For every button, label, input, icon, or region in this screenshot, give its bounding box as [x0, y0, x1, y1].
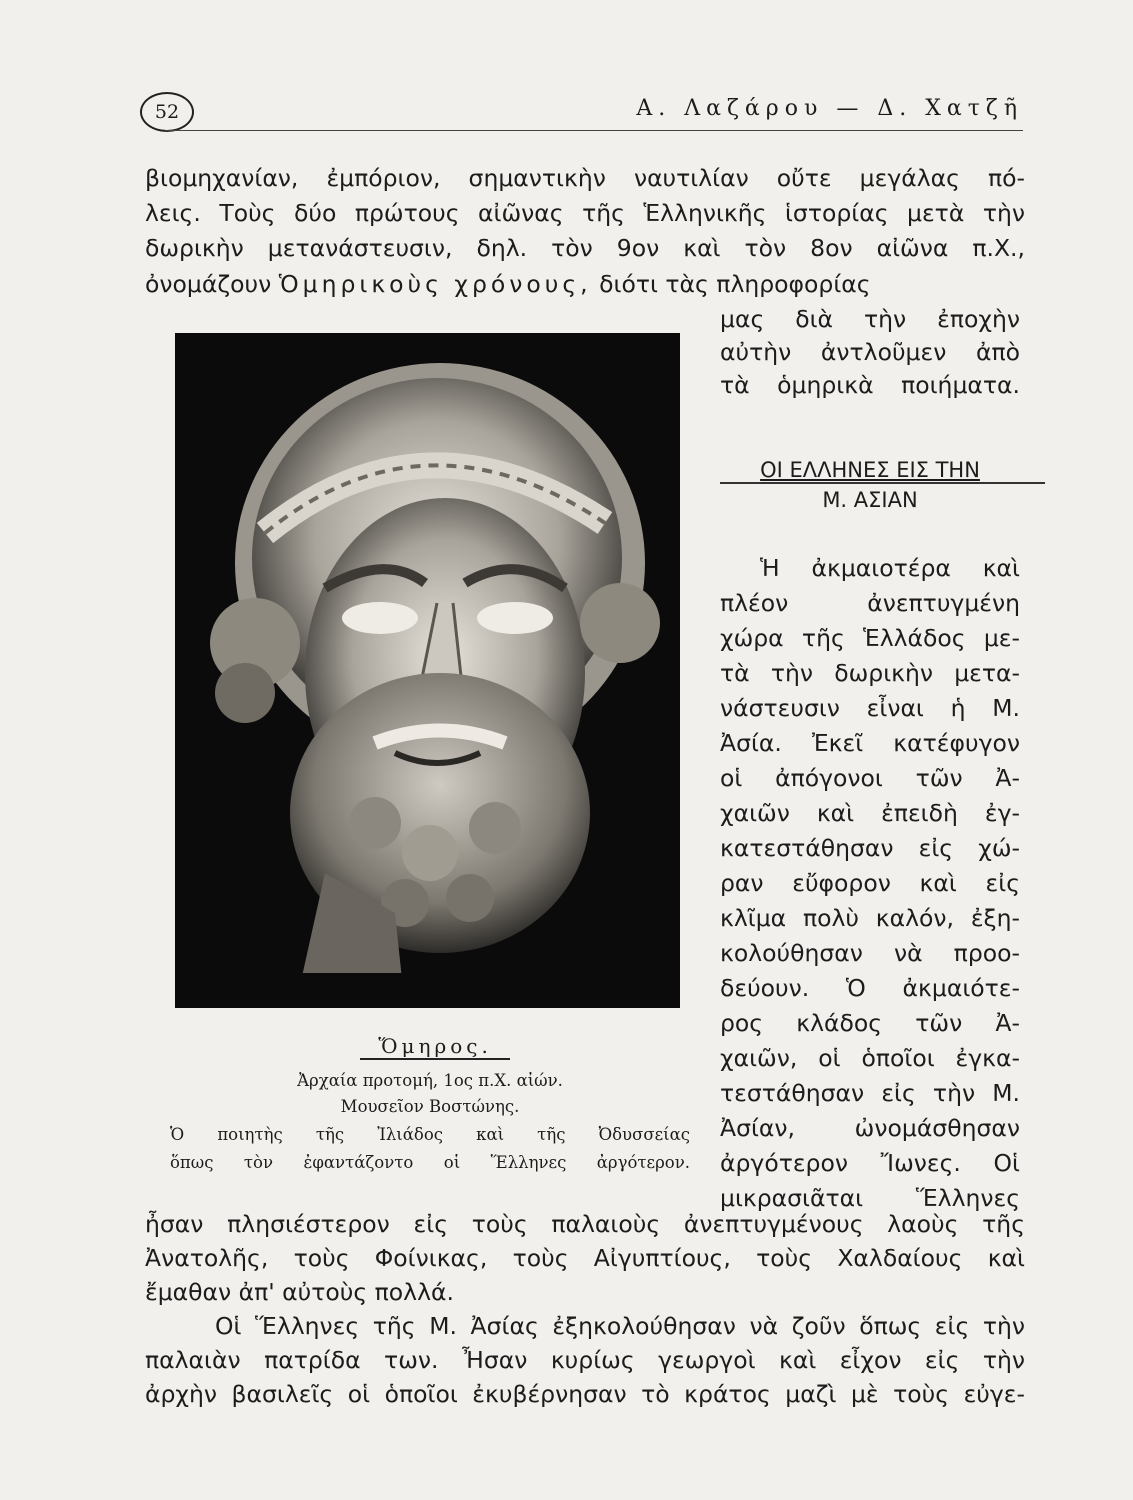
caption-line: ὅπως τὸν ἐφαντάζοντο οἱ Ἕλληνες ἀργότερον. — [170, 1153, 690, 1172]
text-line — [145, 268, 1025, 300]
right-column-line: μας διὰ τὴν ἐποχὴν — [720, 305, 1020, 333]
text-line: ἔμαθαν ἀπ' αὐτοὺς πολλά. — [145, 1278, 454, 1306]
section-heading-line1: ΟΙ ΕΛΛΗΝΕΣ ΕΙΣ ΤΗΝ — [760, 458, 980, 482]
right-column-line: νάστευσιν εἶναι ἡ Μ. — [720, 694, 1020, 722]
right-column-line: τὰ τὴν δωρικὴν μετα- — [720, 659, 1020, 687]
right-column-line: χαιῶν καὶ ἐπειδὴ ἐγ- — [720, 799, 1020, 827]
caption-title: Ὅμηρος. — [360, 1034, 510, 1060]
right-column-line: χαιῶν, οἱ ὁποῖοι ἐγκα- — [720, 1044, 1020, 1072]
text-line: ἦσαν πλησιέστερον εἰς τοὺς παλαιοὺς ἀνεπτυγμένους λαοὺς τῆς — [145, 1210, 1025, 1238]
homer-bust-photo — [175, 333, 680, 1008]
right-column-line: κατεστάθησαν εἰς χώ- — [720, 834, 1020, 862]
caption-line: Ὁ ποιητὴς τῆς Ἰλιάδος καὶ τῆς Ὀδυσσείας — [170, 1125, 690, 1144]
text-fragment: ὀνομάζουν — [145, 270, 279, 298]
right-column-line: αὐτὴν ἀντλοῦμεν ἀπὸ — [720, 338, 1020, 366]
right-column-line: Ἀσία. Ἐκεῖ κατέφυγον — [720, 729, 1020, 757]
header-rule — [165, 130, 1023, 131]
text-line: βιομηχανίαν, ἐμπόριον, σημαντικὴν ναυτιλίαν οὔτε μεγάλας πό- — [145, 164, 1025, 192]
section-heading — [720, 455, 1020, 515]
right-column-line: Ἀσίαν, ὠνομάσθησαν — [720, 1114, 1020, 1142]
text-line: ἀρχὴν βασιλεῖς οἱ ὁποῖοι ἐκυβέρνησαν τὸ κράτος μαζὶ μὲ τοὺς εὐγε- — [145, 1380, 1025, 1408]
right-column-line: χώρα τῆς Ἑλλάδος με- — [720, 624, 1020, 652]
text-fragment: διότι τὰς πληροφορίας — [591, 270, 871, 298]
text-line: λεις. Τοὺς δύο πρώτους αἰῶνας τῆς Ἑλληνικῆς ἱστορίας μετὰ τὴν — [145, 199, 1025, 227]
right-column-line: οἱ ἀπόγονοι τῶν Ἀ- — [720, 764, 1020, 792]
right-column-line: κλῖμα πολὺ καλόν, ἐξη- — [720, 904, 1020, 932]
right-column-line: τὰ ὁμηρικὰ ποιήματα. — [720, 371, 1020, 399]
text-line: παλαιὰν πατρίδα των. Ἦσαν κυρίως γεωργοὶ καὶ εἶχον εἰς τὴν — [145, 1346, 1025, 1374]
page-number: 52 — [140, 92, 194, 132]
right-column-line: μικρασιᾶται Ἕλληνες — [720, 1184, 1020, 1212]
text-line: Οἱ Ἕλληνες τῆς Μ. Ἀσίας ἐξηκολούθησαν νὰ ζοῦν ὅπως εἰς τὴν — [215, 1312, 1025, 1340]
right-column-line: δεύουν. Ὁ ἀκμαιότε- — [720, 974, 1020, 1002]
right-column-line: τεστάθησαν εἰς τὴν Μ. — [720, 1079, 1020, 1107]
text-line: δωρικὴν μετανάστευσιν, δηλ. τὸν 9ον καὶ τὸν 8ον αἰῶνα π.Χ., — [145, 234, 1025, 262]
caption-line: Ἀρχαία προτομή, 1ος π.Χ. αἰών. — [297, 1071, 563, 1090]
bust-illustration — [175, 333, 680, 1008]
right-column-line: Ἡ ἀκμαιοτέρα καὶ — [760, 554, 1020, 582]
text-line: Ἀνατολῆς, τοὺς Φοίνικας, τοὺς Αἰγυπτίους, τοὺς Χαλδαίους καὶ — [145, 1244, 1025, 1272]
right-column-line: πλέον ἀνεπτυγμένη — [720, 589, 1020, 617]
spaced-term: Ὁμηρικοὺς χρόνους, — [278, 270, 592, 298]
right-column-line: ρος κλάδος τῶν Ἀ- — [720, 1009, 1020, 1037]
right-column-line: ραν εὔφορον καὶ εἰς — [720, 869, 1020, 897]
right-column-line: ἀργότερον Ἴωνες. Οἱ — [720, 1149, 1020, 1177]
running-head: Α. Λαζάρου — Δ. Χατζῆ — [636, 96, 1023, 121]
heading-underline — [720, 482, 1045, 484]
right-column-line: κολούθησαν νὰ προο- — [720, 939, 1020, 967]
caption-line: Μουσεῖον Βοστώνης. — [340, 1097, 520, 1116]
section-heading-line2: Μ. ΑΣΙΑΝ — [822, 488, 918, 512]
